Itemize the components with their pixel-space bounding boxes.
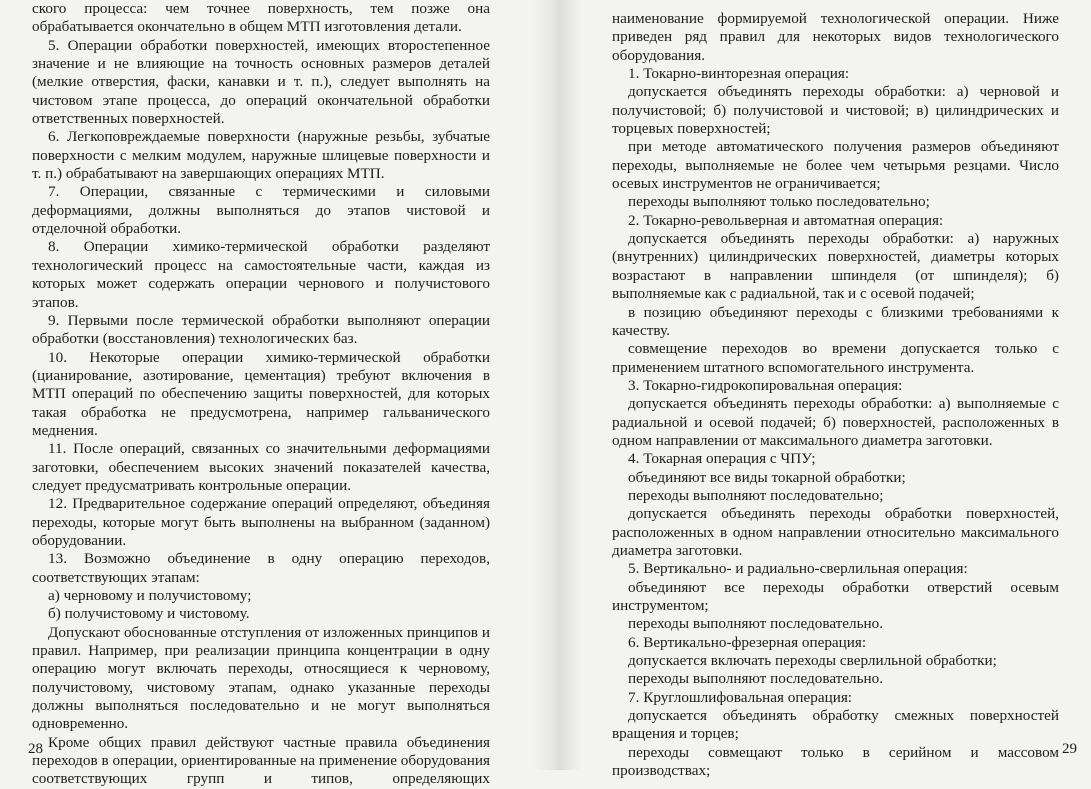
- section-heading: 6. Вертикально-фрезерная операция:: [628, 633, 867, 651]
- paragraph: переходы совмещают только в серийном и массовом производствах;: [612, 743, 1059, 780]
- paragraph: 12. Предварительное содержание операций определяют, объединяя переходы, которые могут быть выполнены на выбранном (заданном) оборудовании.: [32, 495, 490, 549]
- paragraph: переходы выполняют последовательно;: [628, 486, 884, 504]
- paragraph: 8. Операции химико-термической обработки разделяют технологический процесс на самостоятельные части, каждая из которых может содержать операции чернового и получистового этапов.: [32, 238, 490, 311]
- paragraph: допускается объединять переходы обработки поверхностей, расположенных в одном направлении относительно максимального диаметра заготовки.: [612, 505, 1059, 559]
- paragraph: объединяют все переходы обработки отверстий осевым инструментом;: [612, 578, 1059, 614]
- right-page: [582, 0, 1091, 780]
- paragraph: при методе автоматического получения размеров объединяют переходы, выполняемые не более чем четырьмя резцами. Число осевых инструментов не ограничивается;: [612, 138, 1059, 193]
- section-heading: 5. Вертикально- и радиально-сверлильная операция:: [628, 560, 968, 578]
- left-page: [0, 0, 533, 788]
- paragraph: Допускают обоснованные отступления от изложенных принципов и правил. Например, при реализации принципа концентрации в одну операцию могут включать переходы, относящиеся к черновому, получистовому, чистовому этапам, однако указанные переходы должны выполняться последовательно и не могут выполняться одновременно.: [32, 623, 490, 733]
- list-item: б) получистовому и чистовому.: [48, 605, 250, 623]
- paragraph: допускается объединять переходы обработки: а) черновой и получистовой; б) получистовой и чистовой; в) цилиндрических и торцевых поверхностей;: [612, 83, 1059, 138]
- left-page-text: [32, 0, 490, 789]
- paragraph: в позицию объединяют переходы с близкими требованиями к качеству.: [612, 303, 1059, 339]
- paragraph: 10. Некоторые операции химико-термической обработки (цианирование, азотирование, цементация) требуют включения в МТП операций по обеспечению защиты поверхностей, для которых такая обработка не предусмотрена, например гальванического меднения.: [32, 348, 490, 439]
- paragraph: допускается включать переходы сверлильной обработки;: [628, 652, 997, 670]
- paragraph: переходы выполняют последовательно.: [628, 615, 884, 633]
- right-page-text: [612, 10, 1059, 780]
- paragraph: 9. Первыми после термической обработки выполняют операции обработки (восстановления) технологических баз.: [32, 311, 490, 348]
- list-item: а) черновому и получистовому;: [48, 587, 252, 604]
- paragraph: допускается объединять переходы обработки: а) выполняемые с радиальной и осевой подачей; б) поверхностей, расположенных в одном направлении от максимального диаметра заготовки.: [612, 395, 1059, 449]
- paragraph: совмещение переходов во времени допускается только с применением штатного вспомогательного инструмента.: [612, 340, 1059, 376]
- paragraph: Кроме общих правил действуют частные правила объединения переходов в операции, ориентированные на применение оборудования соответствующих групп и типов, определяющих: [32, 733, 490, 788]
- paragraph: объединяют все виды токарной обработки;: [628, 468, 906, 486]
- paragraph: 7. Операции, связанные с термическими и силовыми деформациями, должны выполняться до этапов чистовой и отделочной обработки.: [32, 183, 490, 238]
- page-number-left: 28: [28, 741, 43, 757]
- paragraph: переходы выполняют только последовательно;: [628, 193, 930, 211]
- section-heading: 4. Токарная операция с ЧПУ;: [628, 450, 816, 468]
- paragraph: допускается объединять переходы обработки: а) наружных (внутренних) цилиндрических поверхностей, диаметры которых возрастают в направлении шпинделя (от шпинделя); б) выполняемые как с радиальной, так и с осевой подачей;: [612, 230, 1059, 303]
- section-heading: 1. Токарно-винторезная операция:: [628, 65, 850, 83]
- paragraph: ского процесса: чем точнее поверхность, тем позже она обрабатывается окончательно в общем МТП изготовления детали.: [32, 0, 490, 36]
- book-gutter: [533, 0, 581, 770]
- section-heading: 3. Токарно-гидрокопировальная операция:: [628, 376, 903, 394]
- paragraph: допускается объединять обработку смежных поверхностей вращения и торцев;: [612, 707, 1059, 743]
- paragraph: 5. Операции обработки поверхностей, имеющих второстепенное значение и не влияющие на точность основных размеров деталей (мелкие отверстия, фаски, канавки и т. п.), следует выполнять на чистовом этапе процесса, до операций окончательной обработки ответственных поверхностей.: [32, 36, 490, 128]
- page-number-right: 29: [1062, 741, 1077, 757]
- paragraph: 6. Легкоповреждаемые поверхности (наружные резьбы, зубчатые поверхности с мелким модулем, наружные шлицевые поверхности и т. п.) обрабатывают на завершающих операциях МТП.: [32, 128, 490, 183]
- section-heading: 7. Круглошлифовальная операция:: [628, 688, 853, 706]
- paragraph: наименование формируемой технологической операции. Ниже приведен ряд правил для некоторых видов технологического оборудования.: [612, 10, 1059, 64]
- paragraph: 11. После операций, связанных со значительными деформациями заготовки, обеспечением высоких значений показателей качества, следует предусматривать контрольные операции.: [32, 440, 490, 494]
- paragraph: 13. Возможно объединение в одну операцию переходов, соответствующих этапам:: [32, 550, 490, 586]
- paragraph: переходы выполняют последовательно.: [628, 670, 884, 688]
- section-heading: 2. Токарно-револьверная и автоматная операция:: [628, 211, 944, 229]
